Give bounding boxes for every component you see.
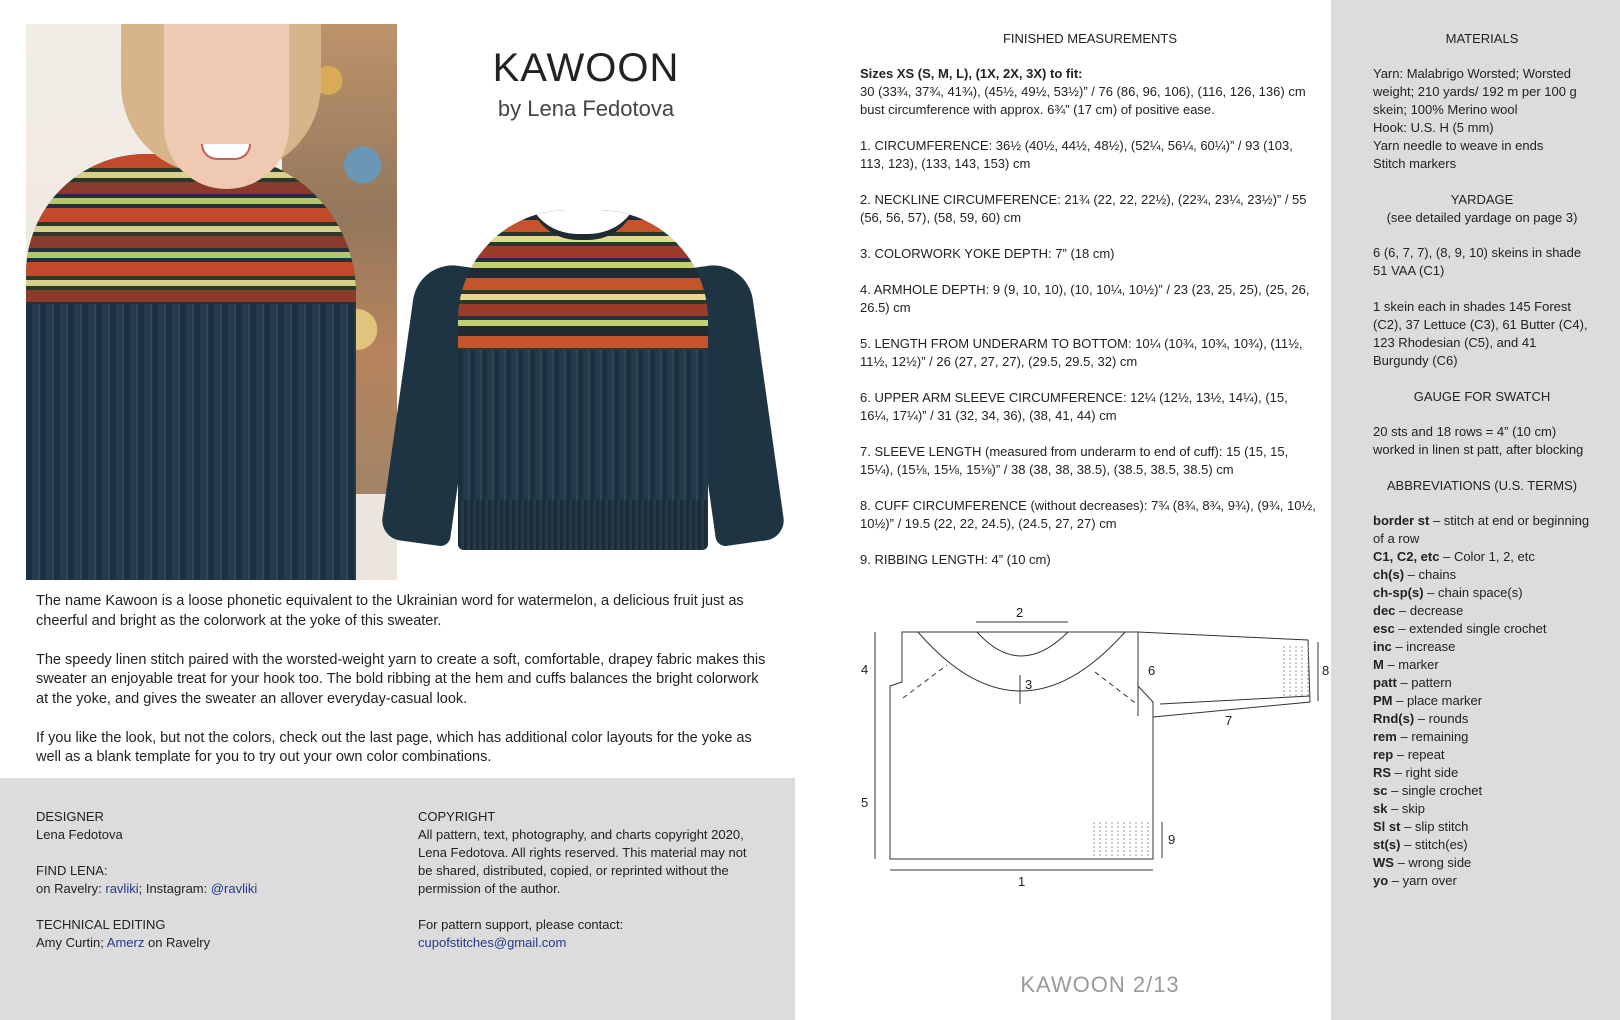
sweater-on-model xyxy=(26,154,356,580)
support-text: For pattern support, please contact: xyxy=(418,917,624,932)
abbreviation-term: Sl st xyxy=(1373,819,1401,834)
yardage-contrast: 1 skein each in shades 145 Forest (C2), 37 Lettuce (C3), 61 Butter (C4), 123 Rhodesian (C5), and 41 Burgundy (C6) xyxy=(1373,299,1588,368)
abbreviation-term: M xyxy=(1373,657,1384,672)
abbreviation-term: sk xyxy=(1373,801,1388,816)
yarn-text: Yarn: Malabrigo Worsted; Worsted weight; 210 yards/ 192 m per 100 g skein; 100% Merino wool xyxy=(1373,66,1577,117)
abbreviation-definition: – pattern xyxy=(1396,675,1452,690)
gauge-heading: GAUGE FOR SWATCH xyxy=(1413,389,1551,404)
abbreviation-item xyxy=(1373,746,1591,764)
schematic-label-4: 4 xyxy=(861,662,869,677)
abbreviation-item xyxy=(1373,800,1591,818)
abbreviation-term: sc xyxy=(1373,783,1388,798)
schematic-label-7: 7 xyxy=(1225,713,1233,728)
amerz-link[interactable]: Amerz xyxy=(106,935,145,950)
abbreviation-term: rem xyxy=(1373,729,1397,744)
needle-text: Yarn needle to weave in ends xyxy=(1373,138,1544,153)
page-footer: KAWOON 2/13 xyxy=(1020,972,1180,997)
abbreviation-item xyxy=(1373,782,1591,800)
credits-left-column xyxy=(36,808,376,970)
abbreviation-definition: – remaining xyxy=(1396,729,1469,744)
abbreviation-definition: – stitch at end or beginning of a row xyxy=(1373,513,1590,546)
abbreviation-term: Rnd(s) xyxy=(1373,711,1415,726)
model-photo xyxy=(26,24,397,580)
schematic-label-8: 8 xyxy=(1322,663,1330,678)
abbreviation-item xyxy=(1373,674,1591,692)
abbreviation-item xyxy=(1373,836,1591,854)
abbreviation-item xyxy=(1373,854,1591,872)
intro-paragraph: If you like the look, but not the colors, check out the last page, which has additional color layouts for the yoke as well as a blank template for you to try out your own color combinations. xyxy=(36,729,752,765)
find-line: on Ravelry: ravliki; Instagram: @ravliki xyxy=(36,881,258,896)
materials-heading: MATERIALS xyxy=(1445,31,1519,46)
abbreviation-item xyxy=(1373,872,1591,890)
sizes-label: Sizes XS (S, M, L), (1X, 2X, 3X) to fit: xyxy=(860,66,1083,81)
measurement-item: 6. UPPER ARM SLEEVE CIRCUMFERENCE: 12¼ (12½, 13½, 14¼), (15, 16¼, 17¼)” / 31 (32, 34, 36), (38, 41, 44) cm xyxy=(860,390,1288,423)
measurement-item: 8. CUFF CIRCUMFERENCE (without decreases): 7¾ (8¾, 8¾, 9¾), (9¾, 10½, 10½)” / 19.5 (22, 22, 24.5), (24.5, 27, 27) cm xyxy=(860,498,1316,531)
neck-curve xyxy=(977,632,1068,656)
schematic-label-9: 9 xyxy=(1168,832,1176,847)
ravelry-link[interactable]: ravliki xyxy=(105,881,139,896)
tech-editing-heading: TECHNICAL EDITING xyxy=(36,917,166,932)
schematic-label-6: 6 xyxy=(1148,663,1156,678)
abbreviation-term: rep xyxy=(1373,747,1394,762)
sizes-block xyxy=(860,65,1320,119)
body-outline xyxy=(890,632,1156,859)
abbreviation-term: dec xyxy=(1373,603,1396,618)
support-email-link[interactable]: cupofstitches@gmail.com xyxy=(418,935,567,950)
designer-heading: DESIGNER xyxy=(36,809,104,824)
abbreviation-term: inc xyxy=(1373,639,1392,654)
measurement-item: 5. LENGTH FROM UNDERARM TO BOTTOM: 10¼ (10¾, 10¾, 10¾), (11½, 11½, 12½)” / 26 (27, 27, 27), (29.5, 29.5, 32) cm xyxy=(860,336,1303,369)
gauge-text: 20 sts and 18 rows = 4” (10 cm) worked in linen st patt, after blocking xyxy=(1373,424,1584,457)
schematic-label-2: 2 xyxy=(1016,605,1024,620)
yardage-heading: YARDAGE xyxy=(1450,192,1514,207)
measurement-item: 4. ARMHOLE DEPTH: 9 (9, 10, 10), (10, 10¼, 10½)” / 23 (23, 25, 25), (25, 26, 26.5) cm xyxy=(860,282,1310,315)
abbreviation-item xyxy=(1373,602,1591,620)
abbreviation-term: WS xyxy=(1373,855,1394,870)
abbreviation-item xyxy=(1373,692,1591,710)
abbreviation-definition: – extended single crochet xyxy=(1394,621,1547,636)
yoke-curve xyxy=(918,632,1125,691)
finished-measurements xyxy=(860,30,1320,587)
abbreviation-term: RS xyxy=(1373,765,1392,780)
abbreviation-definition: – chain space(s) xyxy=(1423,585,1523,600)
schematic-label-1: 1 xyxy=(1018,874,1026,889)
abbreviations-heading: ABBREVIATIONS (U.S. TERMS) xyxy=(1386,478,1578,493)
copyright-heading: COPYRIGHT xyxy=(418,809,496,824)
yardage-note: (see detailed yardage on page 3) xyxy=(1386,210,1578,225)
sizes-text: 30 (33¾, 37¾, 41¾), (45½, 49½, 53½)” / 76 (86, 96, 106), (116, 126, 136) cm bust circumference with approx. 6¾” (17 cm) of positive ease. xyxy=(860,84,1306,117)
abbreviation-term: C1, C2, etc xyxy=(1373,549,1440,564)
abbreviation-term: st(s) xyxy=(1373,837,1401,852)
measurements-heading: FINISHED MEASUREMENTS xyxy=(1002,31,1178,46)
tech-editing-line: Amy Curtin; Amerz on Ravelry xyxy=(36,935,211,950)
abbreviation-definition: – place marker xyxy=(1392,693,1483,708)
measurement-item: 3. COLORWORK YOKE DEPTH: 7” (18 cm) xyxy=(860,246,1115,261)
intro-paragraph: The name Kawoon is a loose phonetic equivalent to the Ukrainian word for watermelon, a delicious fruit just as cheerful and bright as the colorwork at the yoke of this sweater. xyxy=(36,593,744,629)
abbreviation-definition: – single crochet xyxy=(1387,783,1483,798)
intro-paragraph: The speedy linen stitch paired with the worsted-weight yarn to create a soft, comfortable, drapey fabric makes this sweater an enjoyable treat for your hook too. The bold ribbing at the hem and cuffs balances the bright colorwork at the yoke, and gives the sweater an allover everyday-casual look. xyxy=(36,651,766,707)
schematic-label-3: 3 xyxy=(1025,677,1033,692)
instagram-link[interactable]: @ravliki xyxy=(210,881,258,896)
abbreviation-item xyxy=(1373,566,1591,584)
measurement-item: 1. CIRCUMFERENCE: 36½ (40½, 44½, 48½), (52¼, 56¼, 60¼)” / 93 (103, 113, 123), (133, 143, 153) cm xyxy=(860,138,1293,171)
abbreviation-definition: – wrong side xyxy=(1393,855,1472,870)
abbreviation-item xyxy=(1373,620,1591,638)
markers-text: Stitch markers xyxy=(1373,156,1457,171)
abbreviation-item xyxy=(1373,818,1591,836)
abbreviation-item xyxy=(1373,656,1591,674)
abbreviation-term: ch-sp(s) xyxy=(1373,585,1424,600)
abbreviation-item xyxy=(1373,548,1591,566)
designer-name: Lena Fedotova xyxy=(36,827,123,842)
materials-block xyxy=(1373,65,1591,173)
abbreviation-term: ch(s) xyxy=(1373,567,1405,582)
abbreviation-definition: – increase xyxy=(1391,639,1456,654)
abbreviation-item xyxy=(1373,728,1591,746)
find-heading: FIND LENA: xyxy=(36,863,108,878)
abbreviation-term: yo xyxy=(1373,873,1389,888)
materials-sidebar xyxy=(1331,0,1620,1020)
intro-text xyxy=(36,592,766,787)
abbreviation-definition: – decrease xyxy=(1395,603,1464,618)
abbreviation-definition: – slip stitch xyxy=(1400,819,1469,834)
abbreviation-item xyxy=(1373,584,1591,602)
abbreviation-definition: – Color 1, 2, etc xyxy=(1439,549,1535,564)
abbreviation-term: border st xyxy=(1373,513,1430,528)
abbreviation-definition: – right side xyxy=(1391,765,1459,780)
abbreviation-item xyxy=(1373,512,1591,548)
sweater-schematic xyxy=(855,600,1335,900)
abbreviations-list xyxy=(1373,512,1591,890)
sweater-flat-photo xyxy=(418,200,748,560)
measurement-item: 9. RIBBING LENGTH: 4” (10 cm) xyxy=(860,552,1051,567)
abbreviation-definition: – yarn over xyxy=(1388,873,1457,888)
dim-line-sleeve xyxy=(1160,696,1310,704)
schematic-label-5: 5 xyxy=(861,795,869,810)
abbreviation-item xyxy=(1373,710,1591,728)
measurement-item: 2. NECKLINE CIRCUMFERENCE: 21¾ (22, 22, 22½), (22¾, 23¼, 23½)” / 55 (56, 56, 57), (58, 59, 60) cm xyxy=(860,192,1307,225)
schematic-svg xyxy=(855,600,1335,900)
abbreviation-definition: – marker xyxy=(1383,657,1439,672)
measurement-item: 7. SLEEVE LENGTH (measured from underarm to end of cuff): 15 (15, 15, 15¼), (15⅛, 15⅛, 15⅛)” / 38 (38, 38, 38.5), (38.5, 38.5, 38.5) cm xyxy=(860,444,1289,477)
copyright-text: All pattern, text, photography, and charts copyright 2020, Lena Fedotova. All rights reserved. This material may not be shared, distributed, copied, or reprinted without the permission of the author. xyxy=(418,827,747,896)
abbreviation-definition: – rounds xyxy=(1414,711,1469,726)
credits-box xyxy=(0,778,795,1020)
abbreviation-term: PM xyxy=(1373,693,1393,708)
pattern-title: KAWOON xyxy=(492,46,680,90)
hook-text: Hook: U.S. H (5 mm) xyxy=(1373,120,1494,135)
pattern-byline: by Lena Fedotova xyxy=(497,96,675,121)
abbreviation-definition: – skip xyxy=(1387,801,1426,816)
yardage-main: 6 (6, 7, 7), (8, 9, 10) skeins in shade 51 VAA (C1) xyxy=(1373,245,1582,278)
abbreviation-definition: – repeat xyxy=(1393,747,1445,762)
credits-right-column xyxy=(418,808,758,970)
abbreviation-definition: – chains xyxy=(1404,567,1457,582)
abbreviation-term: esc xyxy=(1373,621,1395,636)
abbreviation-definition: – stitch(es) xyxy=(1400,837,1468,852)
abbreviation-term: patt xyxy=(1373,675,1397,690)
abbreviation-item xyxy=(1373,638,1591,656)
abbreviation-item xyxy=(1373,764,1591,782)
